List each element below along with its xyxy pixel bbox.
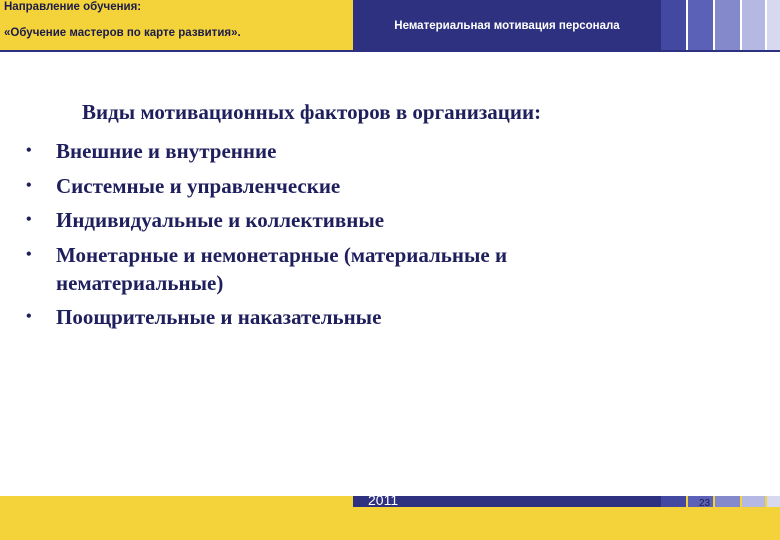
page-number: 23: [699, 498, 711, 509]
bullet-dot-icon: •: [26, 245, 32, 263]
footer-navy-band: [353, 496, 661, 507]
list-item: [22, 300, 616, 335]
slide-heading: Виды мотивационных факторов в организации:: [82, 100, 542, 124]
header-square-5: [767, 0, 780, 50]
list-item: [22, 169, 616, 204]
list-item: [22, 238, 616, 301]
program-label: Направление обучения:: [4, 1, 142, 13]
bullet-list: [22, 134, 616, 335]
list-item-text: Внешние и внутренние: [56, 139, 277, 163]
list-item-text: Системные и управленческие: [56, 173, 341, 198]
program-name: «Обучение мастеров по карте развития».: [4, 27, 241, 39]
bullet-dot-icon: •: [26, 142, 32, 159]
list-item-text: Монетарные и немонетарные (материальные и нематериальные): [56, 242, 508, 295]
slide-topic: Нематериальная мотивация персонала: [394, 20, 620, 32]
header-square-2: [688, 0, 713, 50]
list-item-text: Индивидуальные и коллективные: [56, 208, 385, 232]
bullet-dot-icon: •: [26, 176, 32, 194]
header-divider: [0, 50, 780, 52]
bullet-dot-icon: •: [26, 211, 32, 228]
footer-square-4: [742, 496, 765, 507]
footer-square-1: [661, 496, 686, 507]
header-square-3: [715, 0, 740, 50]
bullet-dot-icon: •: [26, 308, 32, 325]
header-square-4: [742, 0, 765, 50]
list-item: [22, 203, 616, 238]
footer-year: 2011: [368, 492, 399, 508]
list-item: [22, 134, 616, 169]
header-yellow-band: [0, 0, 353, 50]
list-item-text: Поощрительные и наказательные: [56, 305, 382, 329]
header-navy-band: [353, 0, 661, 50]
footer-square-3: [715, 496, 740, 507]
header-square-1: [661, 0, 686, 50]
footer-square-5: [767, 496, 780, 507]
